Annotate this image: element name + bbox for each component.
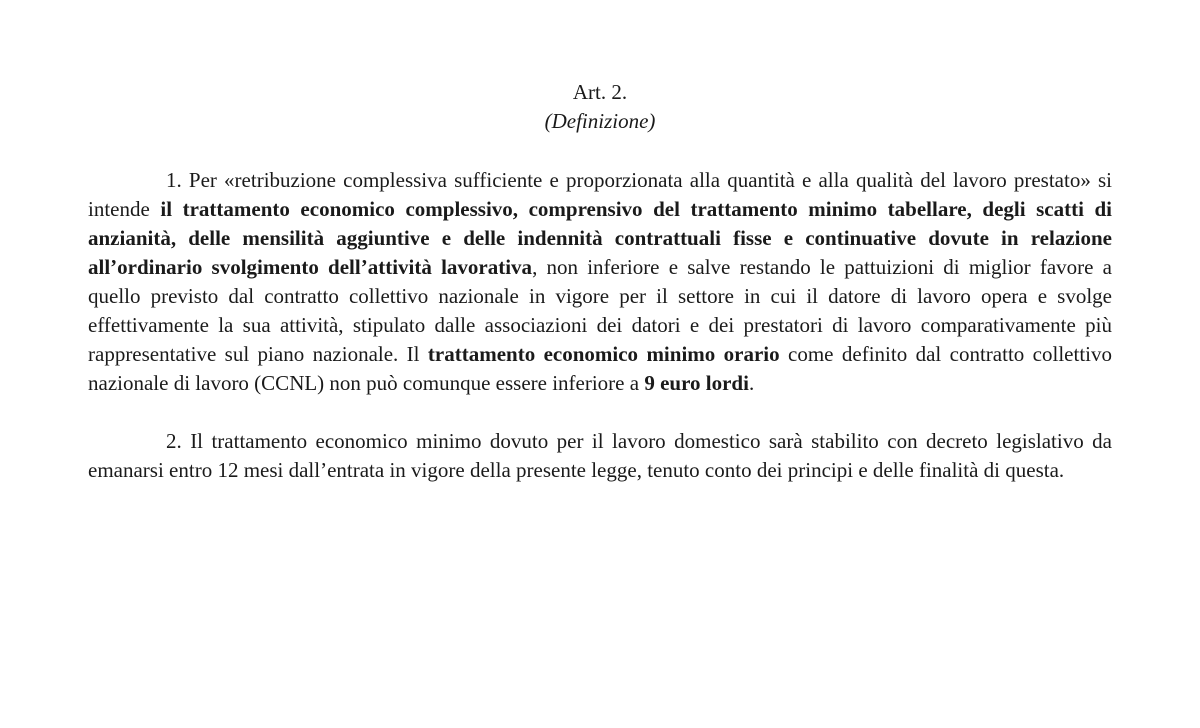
paragraph-1-bold-3: 9 euro lordi — [644, 371, 749, 395]
paragraph-1-bold-1: il trattamento economico complessivo, comprensivo del trattamento minimo tabellare, degli scatti di anzianità, delle mensilità aggiuntive e delle indennità contrattuali fisse e continuative dovute in relazione all’ordinario svolgimento dell’attività lavorativa — [88, 197, 1113, 279]
document-page — [88, 78, 1112, 485]
paragraph-1-text-1: 1. Per «retribuzione complessiva sufficiente e proporzionata alla quantità e alla qualità del lavoro prestato» si intende — [88, 168, 1112, 221]
paragraph-2 — [88, 427, 1112, 485]
paragraph-1-bold-2: trattamento economico minimo orario — [427, 342, 780, 366]
article-subtitle: (Definizione) — [544, 109, 656, 133]
paragraph-2-text: 2. Il trattamento economico minimo dovuto per il lavoro domestico sarà stabilito con decreto legislativo da emanarsi entro 12 mesi dall’entrata in vigore della presente legge, tenuto conto dei principi e delle finalità di questa. — [88, 429, 1112, 482]
article-header — [88, 78, 1112, 136]
paragraph-1-text-2: , non inferiore e salve restando le pattuizioni di miglior favore a quello previsto dal contratto collettivo nazionale in vigore per il settore in cui il datore di lavoro opera e svolge effettivamente la sua attività, stipulato dalle associazioni dei datori e dei prestatori di lavoro comparativamente più rappresentative sul piano nazionale. Il — [88, 255, 1113, 366]
paragraph-1 — [88, 166, 1112, 398]
paragraph-1-text-4: . — [748, 371, 755, 395]
article-number: Art. 2. — [572, 80, 628, 104]
paragraph-1-text-3: come definito dal contratto collettivo nazionale di lavoro (CCNL) non può comunque essere inferiore a — [88, 342, 1112, 395]
